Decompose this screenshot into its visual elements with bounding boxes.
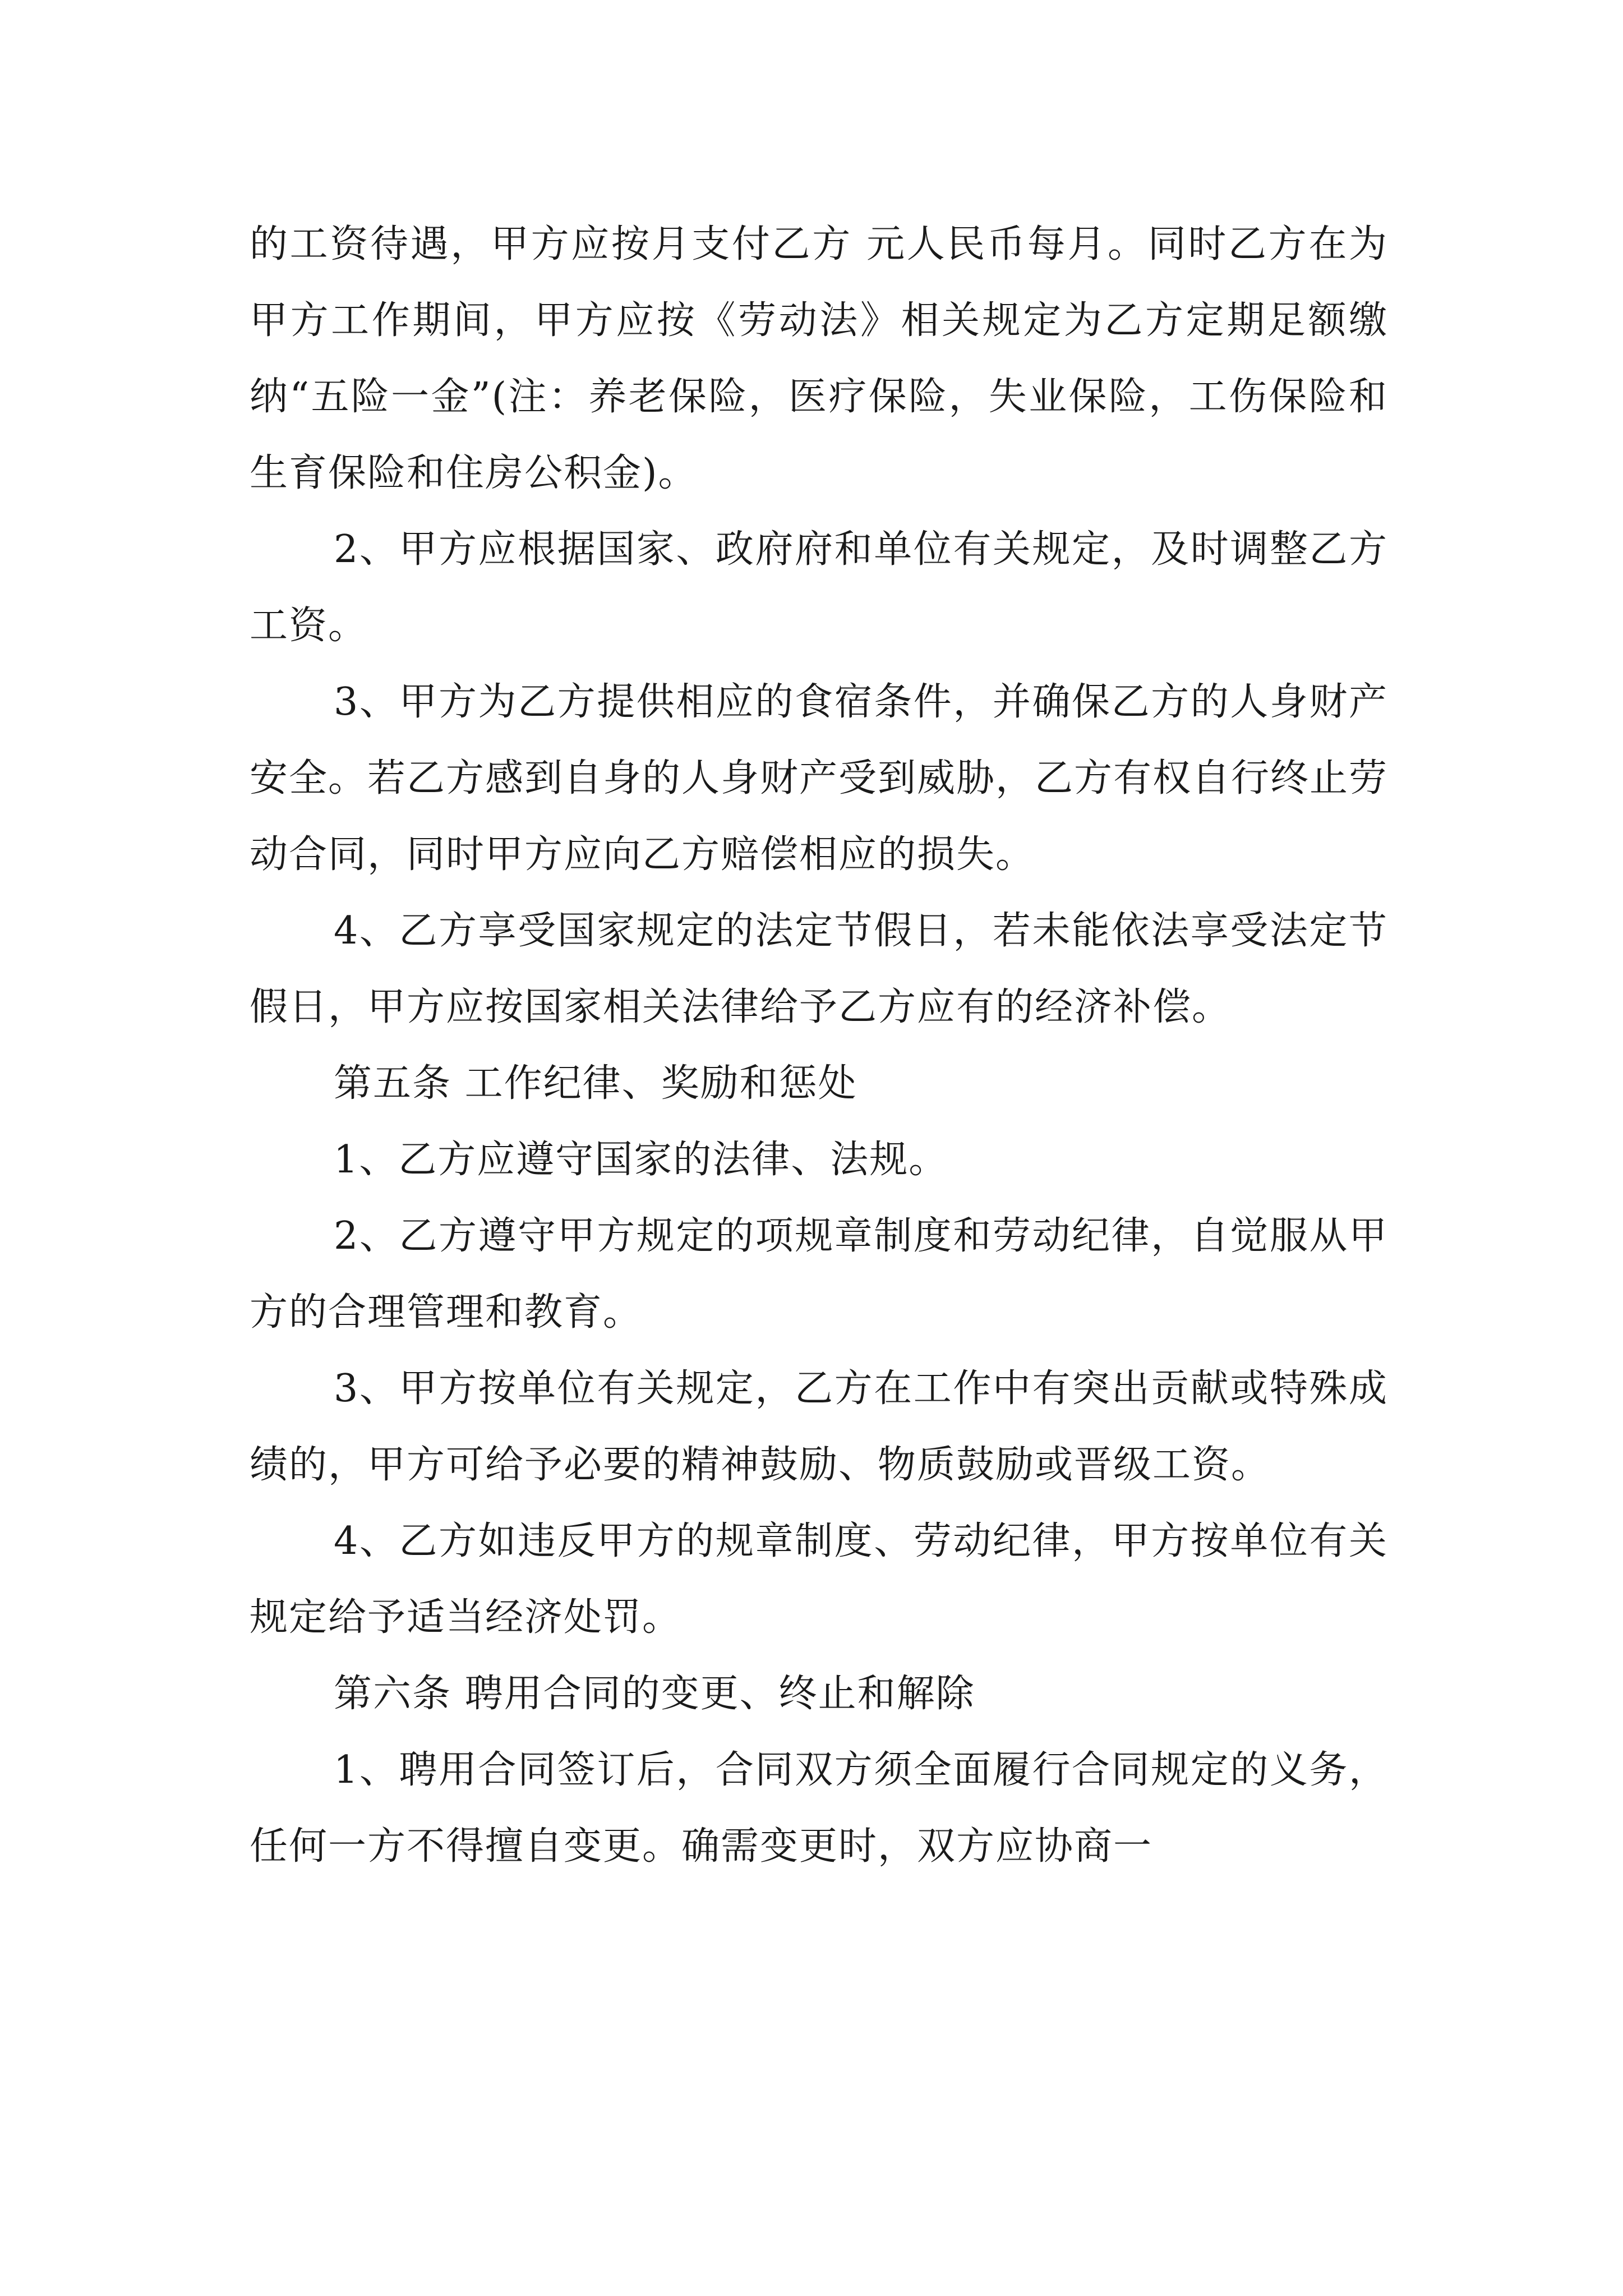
section-heading-article-6: 第六条 聘用合同的变更、终止和解除 bbox=[334, 1672, 975, 1716]
paragraph-article-5-item-4: 4、乙方如违反甲方的规章制度、劳动纪律，甲方按单位有关规定给予适当经济处罚。 bbox=[250, 1519, 1388, 1640]
paragraph-article-6-item-1: 1、聘用合同签订后，合同双方须全面履行合同规定的义务，任何一方不得擅自变更。确需变更时，双方应协商一 bbox=[250, 1748, 1388, 1869]
paragraph-wage-continuation: 的工资待遇，甲方应按月支付乙方 元人民币每月。同时乙方在为甲方工作期间，甲方应按《劳动法》相关规定为乙方定期足额缴纳“五险一金”(注：养老保险，医疗保险，失业保险，工伤保险和生育保险和住房公积金)。 bbox=[250, 222, 1388, 495]
document-body bbox=[250, 206, 1388, 1885]
section-heading-article-5: 第五条 工作纪律、奖励和惩处 bbox=[334, 1061, 857, 1106]
paragraph-article-5-item-2: 2、乙方遵守甲方规定的项规章制度和劳动纪律，自觉服从甲方的合理管理和教育。 bbox=[250, 1214, 1388, 1335]
paragraph-article-5-item-3: 3、甲方按单位有关规定，乙方在工作中有突出贡献或特殊成绩的，甲方可给予必要的精神鼓励、物质鼓励或晋级工资。 bbox=[250, 1366, 1388, 1487]
paragraph-clause-4-holidays: 4、乙方享受国家规定的法定节假日，若未能依法享受法定节假日，甲方应按国家相关法律给予乙方应有的经济补偿。 bbox=[250, 909, 1388, 1029]
paragraph-clause-2-adjust-wage: 2、甲方应根据国家、政府府和单位有关规定，及时调整乙方工资。 bbox=[250, 527, 1388, 648]
paragraph-clause-3-lodging-safety: 3、甲方为乙方提供相应的食宿条件，并确保乙方的人身财产安全。若乙方感到自身的人身财产受到威胁，乙方有权自行终止劳动合同，同时甲方应向乙方赔偿相应的损失。 bbox=[250, 680, 1389, 877]
paragraph-article-5-item-1: 1、乙方应遵守国家的法律、法规。 bbox=[334, 1138, 948, 1182]
